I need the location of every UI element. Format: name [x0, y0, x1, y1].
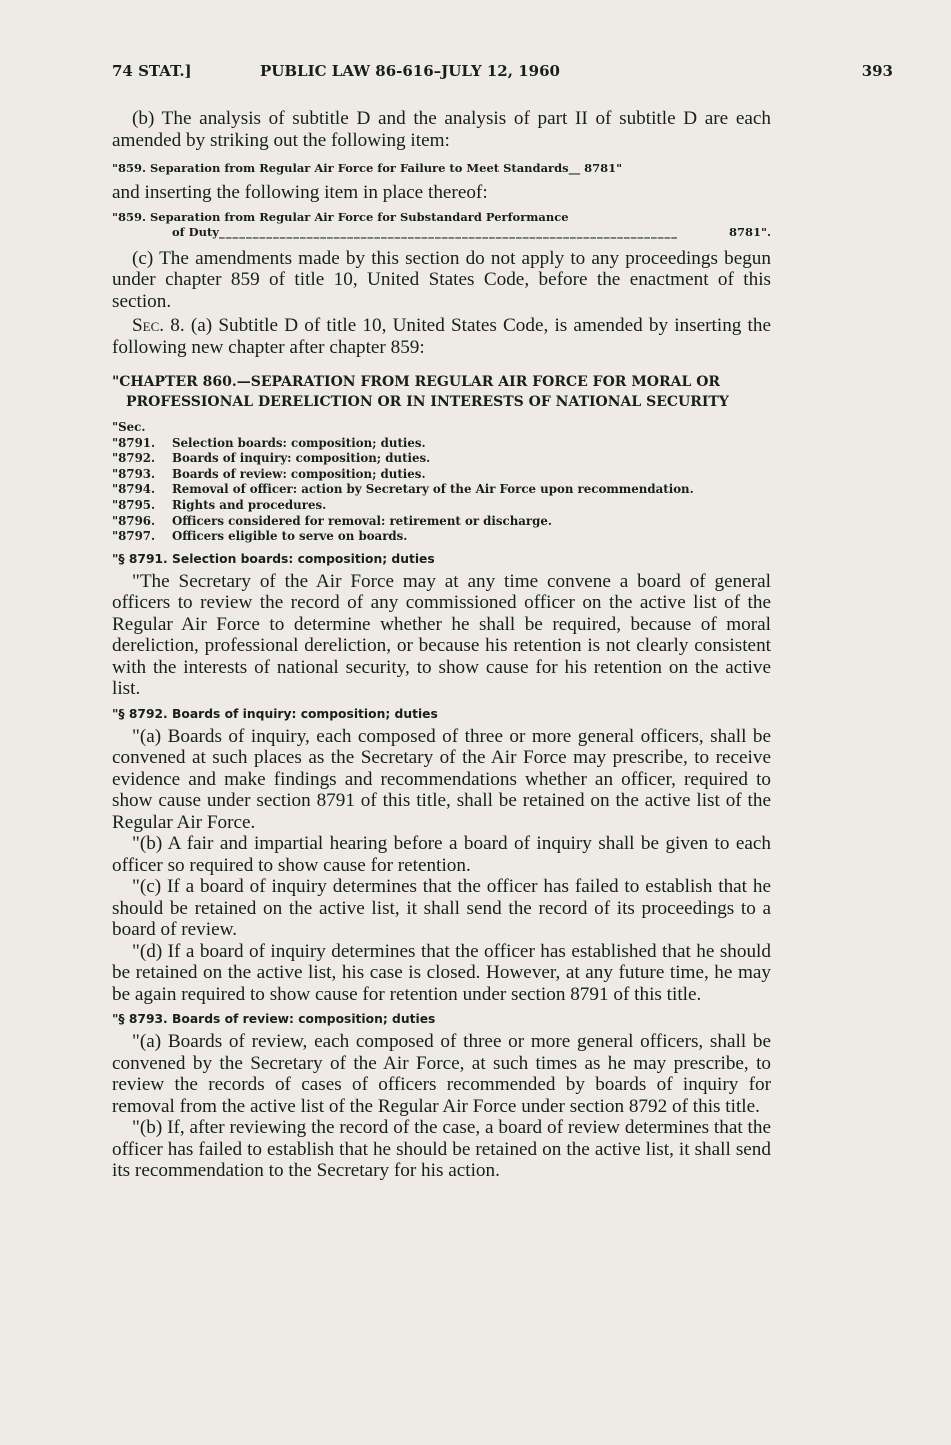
list-item	[112, 436, 771, 452]
section-text: Boards of inquiry: composition; duties.	[172, 451, 431, 466]
section-text: Officers considered for removal: retirement or discharge.	[172, 513, 552, 528]
inserted-item-line-2	[112, 225, 771, 240]
list-item	[112, 498, 771, 514]
section-8792-b: "(b) A fair and impartial hearing before a board of inquiry shall be given to each officer so required to show cause for retention.	[112, 833, 771, 876]
sec-label: Sec.	[132, 315, 165, 336]
list-item	[112, 529, 771, 545]
section-number: "8791.	[112, 435, 156, 450]
document-body	[112, 108, 771, 1182]
inserted-item-number: 8781".	[728, 224, 771, 239]
page-number: 393	[861, 62, 893, 80]
paragraph-b: (b) The analysis of subtitle D and the analysis of part II of subtitle D are each amended by striking out the following item:	[112, 108, 771, 151]
section-number: "8796.	[112, 513, 156, 528]
section-8792-d: "(d) If a board of inquiry determines that the officer has established that he should be retained on the active list, his case is closed. However, at any future time, he may be again required to show cause for retention under section 8791 of this title.	[112, 940, 771, 1005]
section-8793-b: "(b) If, after reviewing the record of the case, a board of review determines that the officer has failed to establish that he should be retained on the active list, it shall send its recommendation to the Secretary for his action.	[112, 1117, 771, 1182]
section-8792-c: "(c) If a board of inquiry determines that the officer has failed to establish that he should be retained on the active list, it shall send the record of its proceedings to a board of review.	[112, 876, 771, 941]
section-8793-heading: "§ 8793. Boards of review: composition; duties	[112, 1012, 436, 1027]
paragraph-c: (c) The amendments made by this section do not apply to any proceedings begun under chapter 859 of title 10, United States Code, before the enactment of this section.	[112, 247, 771, 312]
section-8791-heading: "§ 8791. Selection boards: composition; duties	[112, 551, 435, 566]
inserted-item-text: of Duty	[172, 224, 219, 239]
list-item	[112, 514, 771, 530]
section-text: Boards of review: composition; duties.	[172, 466, 426, 481]
sec-header-label: "Sec.	[112, 420, 146, 434]
struck-item: "859. Separation from Regular Air Force for Failure to Meet Standards__ 8781"	[112, 161, 623, 175]
section-8792-a: "(a) Boards of inquiry, each composed of three or more general officers, shall be convened at such places as the Secretary of the Air Force may prescribe, to receive evidence and make findings and recommendations whether an officer, required to show cause under section 8791 of this title, shall be retained on the active list of the Regular Air Force.	[112, 725, 771, 833]
section-8793-a: "(a) Boards of review, each composed of three or more general officers, shall be convened by the Secretary of the Air Force, at such times as he may prescribe, to review the records of cases of officers recommended by boards of inquiry for removal from the active list of the Regular Air Force under section 8792 of this title.	[112, 1031, 771, 1117]
section-number: "8797.	[112, 529, 156, 544]
section-list-header	[112, 420, 771, 436]
section-8791-text: "The Secretary of the Air Force may at any time convene a board of general officers to review the record of any commissioned officer on the active list of the Regular Air Force to determine whether he shall be required, because of moral dereliction, professional dereliction, or because his retention is not clearly consistent with the interests of national security, to show cause for his retention on the active list.	[112, 570, 771, 700]
statute-reference: 74 STAT.]	[112, 62, 192, 80]
section-text: Rights and procedures.	[172, 497, 327, 512]
section-text: Officers eligible to serve on boards.	[172, 529, 408, 544]
law-title: PUBLIC LAW 86-616–JULY 12, 1960	[260, 62, 560, 80]
inserted-item	[112, 210, 771, 240]
section-8-paragraph	[112, 315, 771, 358]
sec-8-text: 8. (a) Subtitle D of title 10, United States Code, is amended by inserting the following new chapter after chapter 859:	[112, 315, 771, 358]
inserted-item-line-1: "859. Separation from Regular Air Force for Substandard Performance	[112, 209, 569, 224]
paragraph-inserting: and inserting the following item in place thereof:	[112, 182, 488, 203]
chapter-title: "CHAPTER 860.—SEPARATION FROM REGULAR AIR FORCE FOR MORAL OR PROFESSIONAL DERELICTION OR IN INTERESTS OF NATIONAL SECURITY	[112, 374, 729, 410]
list-item	[112, 467, 771, 483]
section-number: "8794.	[112, 482, 156, 497]
section-number: "8792.	[112, 451, 156, 466]
section-8792-heading: "§ 8792. Boards of inquiry: composition; duties	[112, 706, 438, 721]
section-text: Removal of officer: action by Secretary of the Air Force upon recommendation.	[172, 482, 694, 497]
section-number: "8793.	[112, 466, 156, 481]
section-list	[112, 420, 771, 545]
section-number: "8795.	[112, 497, 156, 512]
section-text: Selection boards: composition; duties.	[172, 435, 426, 450]
list-item	[112, 451, 771, 467]
leader-dots: ____________________________________________________________________	[218, 224, 678, 239]
running-header	[112, 62, 893, 86]
list-item	[112, 482, 771, 498]
